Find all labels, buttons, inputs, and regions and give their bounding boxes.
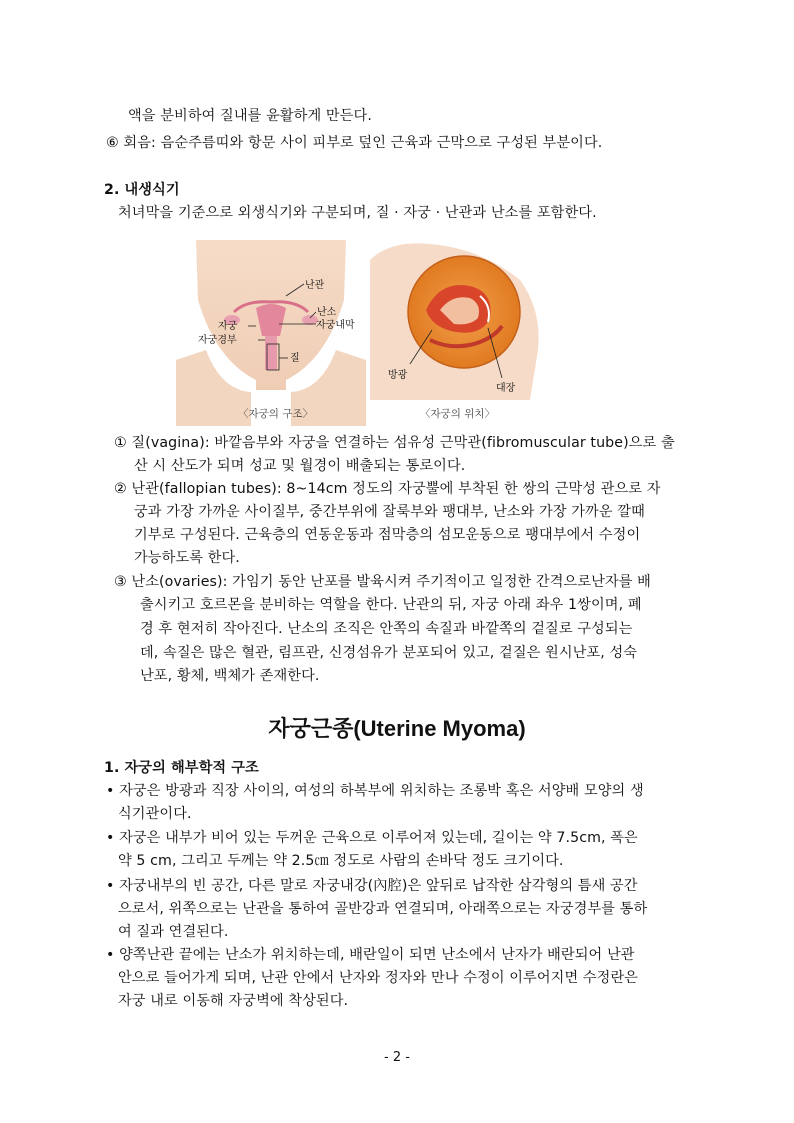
uterus-position-illustration bbox=[370, 240, 542, 400]
uterus-structure-illustration bbox=[176, 240, 366, 426]
item-3-line-4: 데, 속질은 많은 혈관, 림프관, 신경섬유가 분포되어 있고, 겉질은 원시난포, 성숙 bbox=[140, 645, 638, 661]
item-3-line-5: 난포, 황체, 백체가 존재한다. bbox=[140, 668, 320, 684]
section-heading-uterus-anatomy: 1. 자궁의 해부학적 구조 bbox=[104, 760, 259, 776]
label-ovary: 난소 bbox=[317, 307, 337, 318]
item-2-line-4: 가능하도록 한다. bbox=[134, 550, 240, 566]
bullet-3-line-2: 으로서, 위쪽으로는 난관을 통하여 골반강과 연결되며, 아래쪽으로는 자궁경부를 통하 bbox=[118, 901, 648, 917]
label-endometrium: 자궁내막 bbox=[316, 320, 355, 331]
section-title-uterine-myoma: 자궁근종(Uterine Myoma) bbox=[268, 716, 526, 741]
caption-uterus-position: 〈자궁의 위치〉 bbox=[420, 408, 496, 420]
item-6-perineum: ⑥ 회음: 음순주름띠와 항문 사이 피부로 덮인 근육과 근막으로 구성된 부분이다. bbox=[106, 135, 603, 151]
label-fallopian-tube: 난관 bbox=[305, 280, 325, 291]
item-3-line-1: ③ 난소(ovaries): 가임기 동안 난포를 발육시켜 주기적이고 일정한 간격으로난자를 배 bbox=[114, 574, 651, 590]
label-large-intestine: 대장 bbox=[496, 383, 516, 394]
bullet-2-line-2: 약 5 cm, 그리고 두께는 약 2.5㎝ 정도로 사람의 손바닥 정도 크기이다. bbox=[118, 853, 564, 869]
bullet-3-line-1: • 자궁내부의 빈 공간, 다른 말로 자궁내강(內腔)은 앞뒤로 납작한 삼각형의 틈새 공간 bbox=[106, 878, 638, 894]
item-1-line-1: ① 질(vagina): 바깥음부와 자궁을 연결하는 섬유성 근막관(fibromuscular tube)으로 출 bbox=[114, 435, 675, 451]
item-2-line-3: 기부로 구성된다. 근육층의 연동운동과 점막층의 섬모운동으로 팽대부에서 수정이 bbox=[134, 527, 641, 543]
label-uterus: 자궁 bbox=[218, 321, 238, 332]
item-1-line-2: 산 시 산도가 되며 성교 및 월경이 배출되는 통로이다. bbox=[134, 458, 466, 474]
figure-uterus bbox=[176, 240, 542, 426]
bullet-1-line-2: 식기관이다. bbox=[118, 806, 192, 822]
bullet-2-line-1: • 자궁은 내부가 비어 있는 두꺼운 근육으로 이루어져 있는데, 길이는 약 7.5cm, 폭은 bbox=[106, 830, 638, 846]
bullet-3-line-3: 여 질과 연결된다. bbox=[118, 924, 229, 940]
intro-continuation: 액을 분비하여 질내를 윤활하게 만든다. bbox=[128, 108, 372, 124]
bullet-4-line-3: 자궁 내로 이동해 자궁벽에 착상된다. bbox=[118, 993, 349, 1009]
section-description: 처녀막을 기준으로 외생식기와 구분되며, 질 · 자궁 · 난관과 난소를 포함한다. bbox=[118, 205, 597, 221]
item-3-line-2: 출시키고 호르몬을 분비하는 역할을 한다. 난관의 뒤, 자궁 아래 좌우 1쌍이며, 폐 bbox=[140, 597, 642, 613]
bullet-1-line-1: • 자궁은 방광과 직장 사이의, 여성의 하복부에 위치하는 조롱박 혹은 서양배 모양의 생 bbox=[106, 783, 644, 799]
caption-uterus-structure: 〈자궁의 구조〉 bbox=[238, 408, 314, 420]
label-cervix: 자궁경부 bbox=[198, 335, 237, 346]
label-bladder: 방광 bbox=[388, 370, 408, 381]
label-vagina: 질 bbox=[290, 353, 300, 364]
item-2-line-1: ② 난관(fallopian tubes): 8~14cm 정도의 자궁뿔에 부착된 한 쌍의 근막성 관으로 자 bbox=[114, 481, 661, 497]
item-2-line-2: 궁과 가장 가까운 사이질부, 중간부위에 잘룩부와 팽대부, 난소와 가장 가까운 깔때 bbox=[134, 504, 645, 520]
bullet-4-line-2: 안으로 들어가게 되며, 난관 안에서 난자와 정자와 만나 수정이 이루어지면 수정란은 bbox=[118, 970, 639, 986]
page-number: - 2 - bbox=[384, 1050, 410, 1065]
bullet-4-line-1: • 양쪽난관 끝에는 난소가 위치하는데, 배란일이 되면 난소에서 난자가 배란되어 난관 bbox=[106, 947, 635, 963]
item-3-line-3: 경 후 현저히 작아진다. 난소의 조직은 안쪽의 속질과 바깥쪽의 겉질로 구성되는 bbox=[140, 621, 633, 637]
section-heading-internal-genitalia: 2. 내생식기 bbox=[104, 182, 180, 198]
